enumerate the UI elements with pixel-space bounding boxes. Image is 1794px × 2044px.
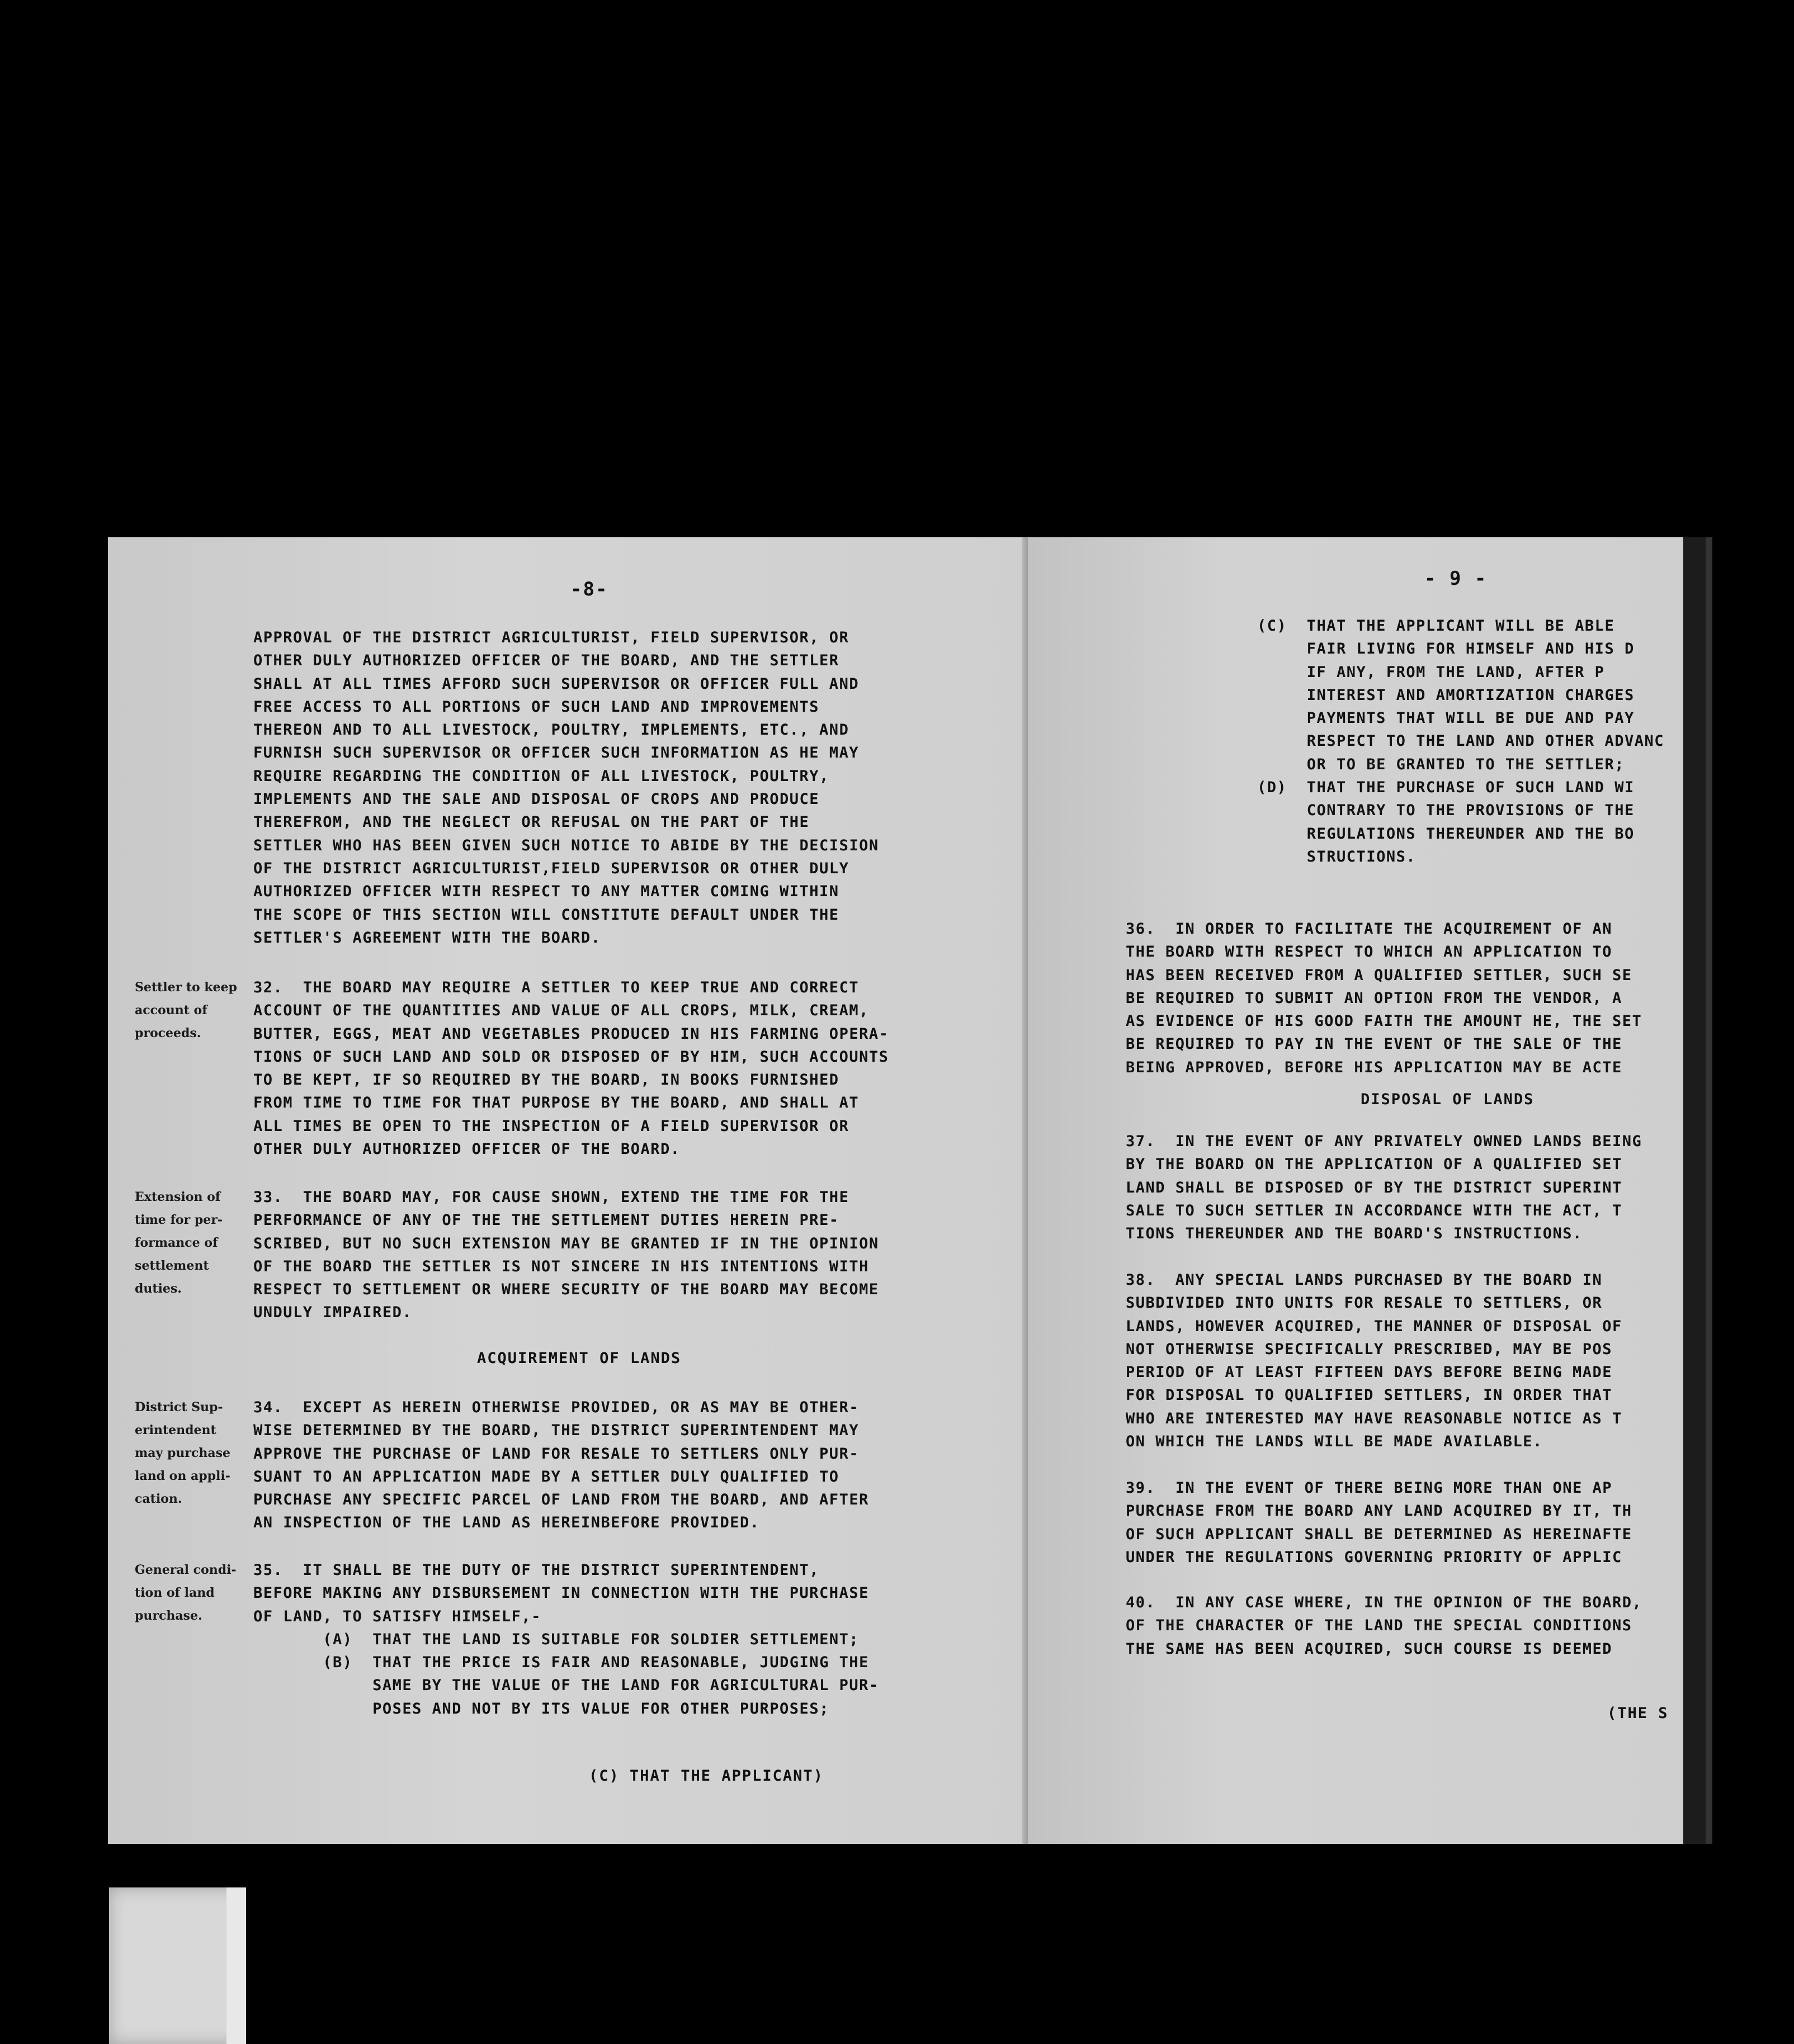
margin-note-34: District Sup- erintendent may purchase land on appli- cation.: [135, 1400, 230, 1506]
heading-acquirement: ACQUIREMENT OF LANDS: [477, 1350, 682, 1367]
margin-note-35: General condi- tion of land purchase.: [135, 1563, 237, 1623]
right-para-38: 38. ANY SPECIAL LANDS PURCHASED BY THE BOARD IN SUBDIVIDED INTO UNITS FOR RESALE TO SETTLERS, OR LANDS, HOWEVER ACQUIRED, THE MANNER OF DISPOSAL OF NOT OTHERWISE SPECIFICALLY PRESCRIBED, MAY BE POS PERIOD OF AT LEAST FIFTEEN DAYS BEFORE BEING MADE FOR DISPOSAL TO QUALIFIED SETTLERS, IN ORDER THAT WHO ARE INTERESTED MAY HAVE REASONABLE NOTICE AS T ON WHICH THE LANDS WILL BE MADE AVAILABLE.: [1126, 1271, 1622, 1451]
scan-edge-strip: [1683, 537, 1706, 1844]
scan-edge-strip-dark: [1706, 537, 1712, 1844]
paper-scrap: [109, 1887, 246, 2044]
left-para-continuation: APPROVAL OF THE DISTRICT AGRICULTURIST, FIELD SUPERVISOR, OR OTHER DULY AUTHORIZED OFFICER OF THE BOARD, AND THE SETTLER SHALL AT ALL TIMES AFFORD SUCH SUPERVISOR OR OFFICER FULL AND FREE ACCESS TO ALL PORTIONS OF SUCH LAND AND IMPROVEMENTS THEREON AND TO ALL LIVESTOCK, POULTRY, IMPLEMENTS, ETC., AND FURNISH SUCH SUPERVISOR OR OFFICER SUCH INFORMATION AS HE MAY REQUIRE REGARDING THE CONDITION OF ALL LIVESTOCK, POULTRY, IMPLEMENTS AND THE SALE AND DISPOSAL OF CROPS AND PRODUCE THEREFROM, AND THE NEGLECT OR REFUSAL ON THE PART OF THE SETTLER WHO HAS BEEN GIVEN SUCH NOTICE TO ABIDE BY THE DECISION OF THE DISTRICT AGRICULTURIST,FIELD SUPERVISOR OR OTHER DULY AUTHORIZED OFFICER WITH RESPECT TO ANY MATTER COMING WITHIN THE SCOPE OF THIS SECTION WILL CONSTITUTE DEFAULT UNDER THE SETTLER'S AGREEMENT WITH THE BOARD.: [253, 629, 879, 947]
right-para-35-cont: (C) THAT THE APPLICANT WILL BE ABLE FAIR LIVING FOR HIMSELF AND HIS D IF ANY, FROM THE LAND, AFTER P INTEREST AND AMORTIZATION CHARGES PAYMENTS THAT WILL BE DUE AND PAY RESPECT TO THE LAND AND OTHER ADVANC OR TO BE GRANTED TO THE SETTLER; (D) THAT THE PURCHASE OF SUCH LAND WI CONTRARY TO THE PROVISIONS OF THE REGULATIONS THEREUNDER AND THE BO STRUCTIONS.: [1257, 617, 1664, 865]
left-page: [108, 537, 1028, 1844]
left-para-34: 34. EXCEPT AS HEREIN OTHERWISE PROVIDED, OR AS MAY BE OTHER- WISE DETERMINED BY THE BOARD, THE DISTRICT SUPERINTENDENT MAY APPROVE THE PURCHASE OF LAND FOR RESALE TO SETTLERS ONLY PUR- SUANT TO AN APPLICATION MADE BY A SETTLER DULY QUALIFIED TO PURCHASE ANY SPECIFIC PARCEL OF LAND FROM THE BOARD, AND AFTER AN INSPECTION OF THE LAND AS HEREINBEFORE PROVIDED.: [253, 1399, 869, 1532]
left-para-33: 33. THE BOARD MAY, FOR CAUSE SHOWN, EXTEND THE TIME FOR THE PERFORMANCE OF ANY OF THE THE SETTLEMENT DUTIES HEREIN PRE- SCRIBED, BUT NO SUCH EXTENSION MAY BE GRANTED IF IN THE OPINION OF THE BOARD THE SETTLER IS NOT SINCERE IN HIS INTENTIONS WITH RESPECT TO SETTLEMENT OR WHERE SECURITY OF THE BOARD MAY BECOME UNDULY IMPAIRED.: [253, 1189, 879, 1322]
right-para-39: 39. IN THE EVENT OF THERE BEING MORE THAN ONE AP PURCHASE FROM THE BOARD ANY LAND ACQUIRED BY IT, TH OF SUCH APPLICANT SHALL BE DETERMINED AS HEREINAFTE UNDER THE REGULATIONS GOVERNING PRIORITY OF APPLIC: [1126, 1479, 1632, 1566]
left-para-35: 35. IT SHALL BE THE DUTY OF THE DISTRICT SUPERINTENDENT, BEFORE MAKING ANY DISBURSEMENT IN CONNECTION WITH THE PURCHASE OF LAND, TO SATISFY HIMSELF,- (A) THAT THE LAND IS SUITABLE FOR SOLDIER SETTLEMENT; (B) THAT THE PRICE IS FAIR AND REASONABLE, JUDGING THE SAME BY THE VALUE OF THE LAND FOR AGRICULTURAL PUR- POSES AND NOT BY ITS VALUE FOR OTHER PURPOSES;: [253, 1562, 879, 1717]
document-spread: [108, 537, 1683, 1844]
left-continuation-catchword: (C) THAT THE APPLICANT): [589, 1767, 824, 1785]
right-para-36: 36. IN ORDER TO FACILITATE THE ACQUIREMENT OF AN THE BOARD WITH RESPECT TO WHICH AN APPLICATION TO HAS BEEN RECEIVED FROM A QUALIFIED SETTLER, SUCH SE BE REQUIRED TO SUBMIT AN OPTION FROM THE VENDOR, A AS EVIDENCE OF HIS GOOD FAITH THE AMOUNT HE, THE SET BE REQUIRED TO PAY IN THE EVENT OF THE SALE OF THE BEING APPROVED, BEFORE HIS APPLICATION MAY BE ACTE: [1126, 920, 1642, 1076]
right-continuation-catchword: (THE S: [1607, 1705, 1669, 1722]
right-para-37: 37. IN THE EVENT OF ANY PRIVATELY OWNED LANDS BEING BY THE BOARD ON THE APPLICATION OF A QUALIFIED SET LAND SHALL BE DISPOSED OF BY THE DISTRICT SUPERINT SALE TO SUCH SETTLER IN ACCORDANCE WITH THE ACT, T TIONS THEREUNDER AND THE BOARD'S INSTRUCTIONS.: [1126, 1133, 1642, 1243]
left-para-32: 32. THE BOARD MAY REQUIRE A SETTLER TO KEEP TRUE AND CORRECT ACCOUNT OF THE QUANTITIES AND VALUE OF ALL CROPS, MILK, CREAM, BUTTER, EGGS, MEAT AND VEGETABLES PRODUCED IN HIS FARMING OPERA- TIONS OF SUCH LAND AND SOLD OR DISPOSED OF BY HIM, SUCH ACCOUNTS TO BE KEPT, IF SO REQUIRED BY THE BOARD, IN BOOKS FURNISHED FROM TIME TO TIME FOR THAT PURPOSE BY THE BOARD, AND SHALL AT ALL TIMES BE OPEN TO THE INSPECTION OF A FIELD SUPERVISOR OR OTHER DULY AUTHORIZED OFFICER OF THE BOARD.: [253, 979, 889, 1158]
margin-note-33: Extension of time for per- formance of settlement duties.: [135, 1190, 223, 1296]
page-number-right: - 9 -: [1424, 567, 1488, 590]
page-number-left: -8-: [570, 578, 608, 600]
margin-note-32: Settler to keep account of proceeds.: [135, 980, 237, 1040]
heading-disposal: DISPOSAL OF LANDS: [1361, 1091, 1535, 1108]
right-para-40: 40. IN ANY CASE WHERE, IN THE OPINION OF THE BOARD, OF THE CHARACTER OF THE LAND THE SPECIAL CONDITIONS THE SAME HAS BEEN ACQUIRED, SUCH COURSE IS DEEMED: [1126, 1594, 1642, 1658]
right-page: [1028, 537, 1683, 1844]
paper-scrap-edge: [226, 1887, 246, 2044]
